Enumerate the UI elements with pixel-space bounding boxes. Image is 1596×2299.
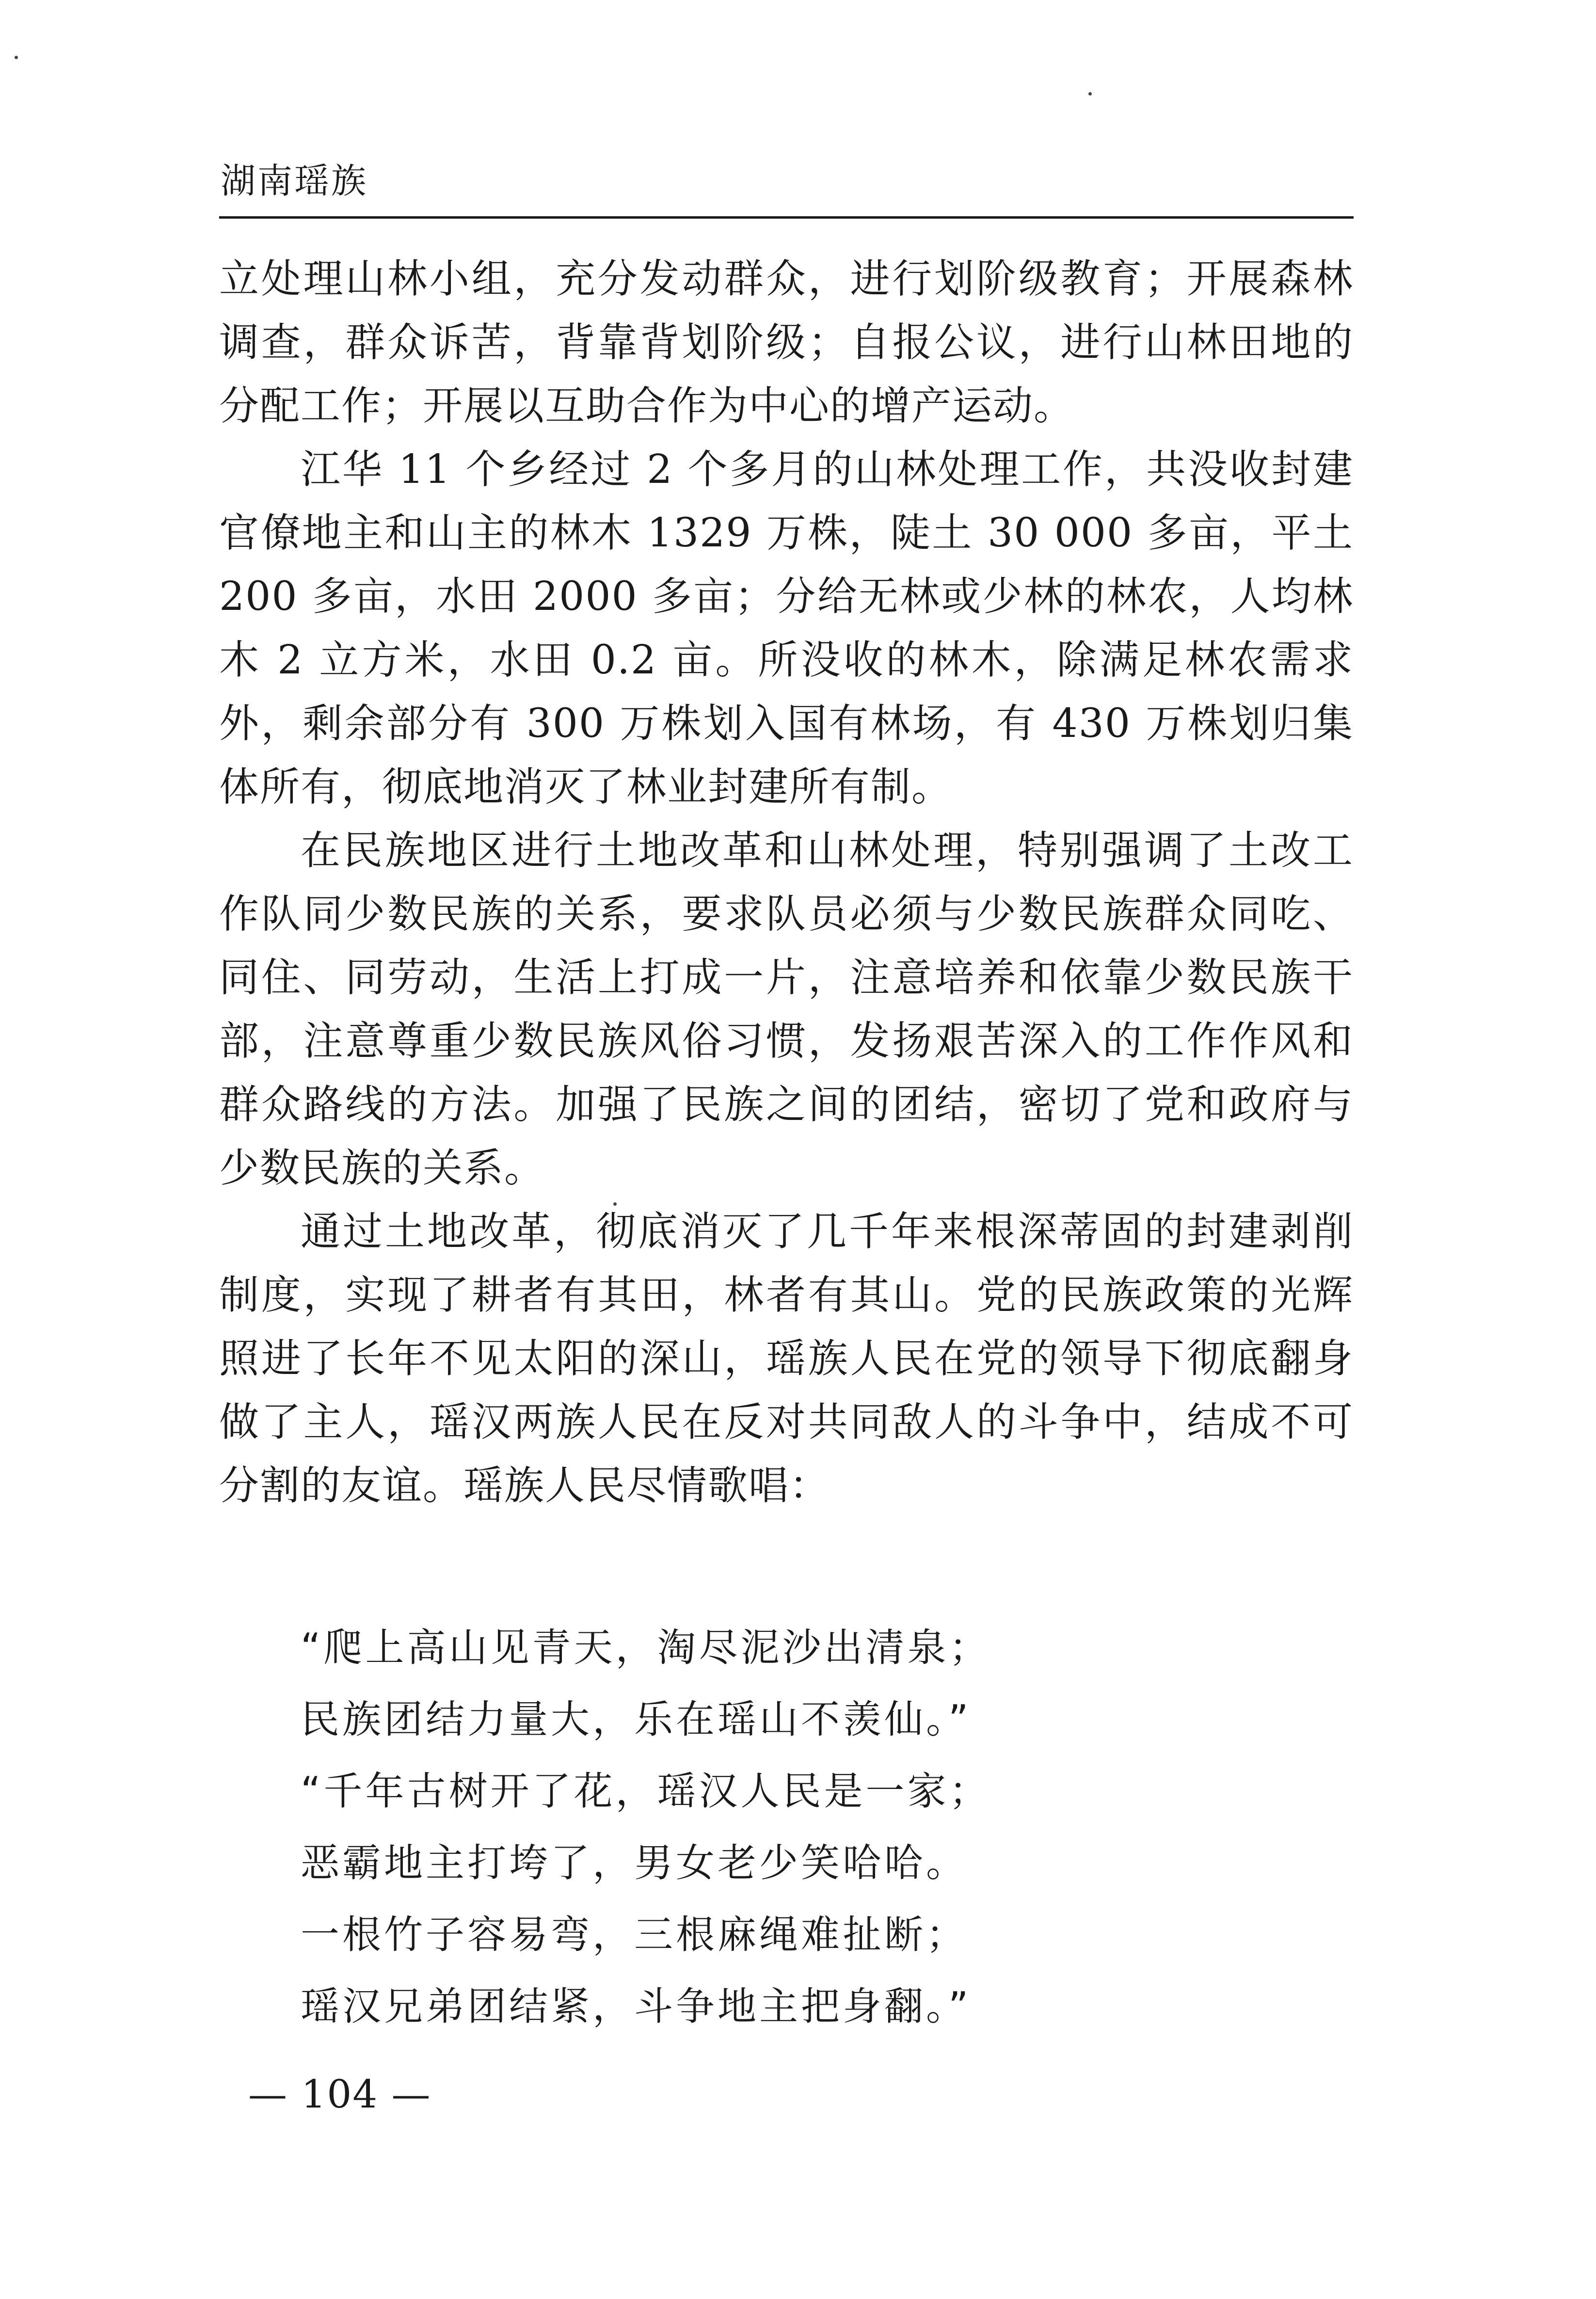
folk-song-verse: [301, 1612, 1270, 2043]
paragraph-3: 在民族地区进行土地改革和山林处理，特别强调了土改工作队同少数民族的关系，要求队员必须与少数民族群众同吃、同住、同劳动，生活上打成一片，注意培养和依靠少数民族干部，注意尊重少数民族风俗习惯，发扬艰苦深入的工作作风和群众路线的方法。加强了民族之间的团结，密切了党和政府与少数民族的关系。: [219, 828, 1354, 1191]
paragraph-4: 通过土地改革，彻底消灭了几千年来根深蒂固的封建剥削制度，实现了耕者有其田，林者有其山。党的民族政策的光辉照进了长年不见太阳的深山，瑶族人民在党的领导下彻底翻身做了主人，瑶汉两族人民在反对共同敌人的斗争中，结成不可分割的友谊。瑶族人民尽情歌唱：: [219, 1209, 1354, 1509]
verse-line: 恶霸地主打垮了，男女老少笑哈哈。: [301, 1840, 968, 1885]
page-number: — 104 —: [248, 2072, 431, 2117]
running-head: 湖南瑶族: [221, 160, 368, 201]
paragraph-1: 立处理山林小组，充分发动群众，进行划阶级教育；开展森林调查，群众诉苦，背靠背划阶级；自报公议，进行山林田地的分配工作；开展以互助合作为中心的增产运动。: [219, 256, 1354, 429]
verse-line: “爬上高山见青天，淘尽泥沙出清泉；: [301, 1625, 991, 1670]
scan-speck: [1088, 92, 1092, 96]
scan-speck: [15, 56, 18, 59]
scan-speck: [613, 1202, 617, 1206]
verse-line: 一根竹子容易弯，三根麻绳难扯断；: [301, 1912, 968, 1957]
body-text: [219, 247, 1354, 1517]
paragraph-2: 江华 11 个乡经过 2 个多月的山林处理工作，共没收封建官僚地主和山主的林木 1329 万株，陡土 30 000 多亩，平土 200 多亩，水田 2000 多亩；分给无林或少林的林农，人均林木 2 立方米，水田 0.2 亩。所没收的林木，除满足林农需求外，剩余部分有 300 万株划入国有林场，有 430 万株划归集体所有，彻底地消灭了林业封建所有制。: [219, 447, 1354, 810]
verse-line: 瑶汉兄弟团结紧，斗争地主把身翻。”: [301, 1984, 972, 2029]
verse-line: “千年古树开了花，瑶汉人民是一家；: [301, 1769, 991, 1814]
verse-line: 民族团结力量大，乐在瑶山不羡仙。”: [301, 1697, 972, 1742]
header-rule: [219, 216, 1354, 219]
